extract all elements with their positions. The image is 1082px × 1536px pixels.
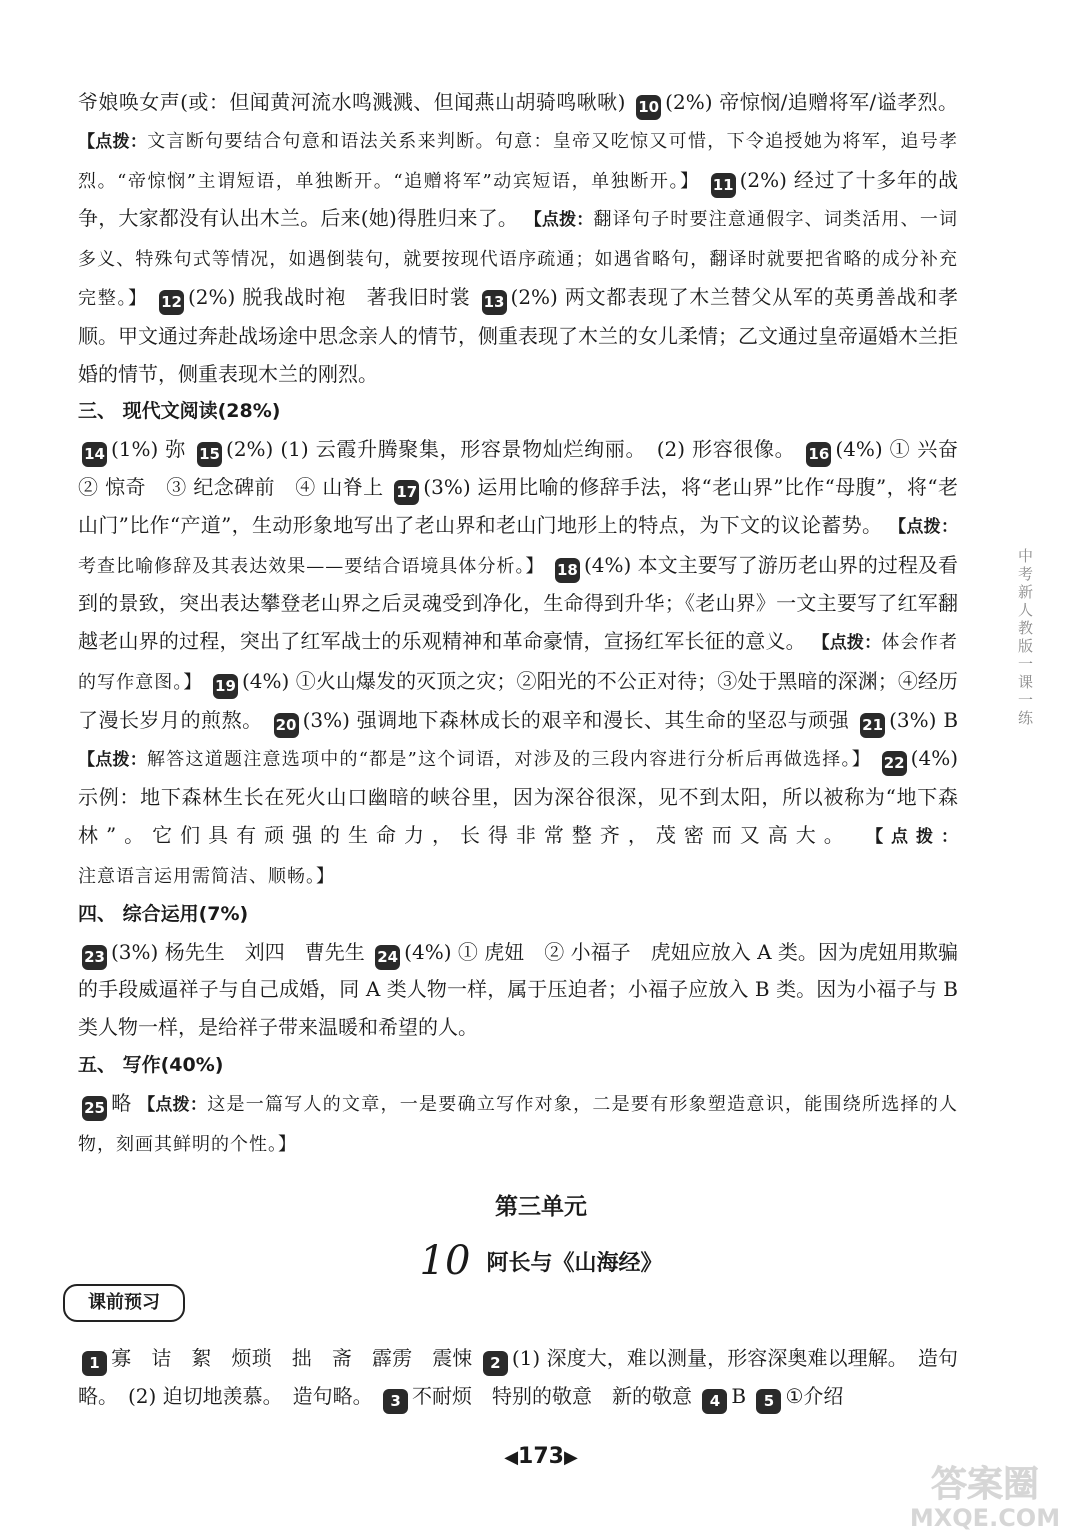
question-number-badge: 23: [82, 945, 107, 970]
hint-text: 注意语言运用需简洁、顺畅。】: [78, 865, 335, 887]
hint-label: 【点拨：: [524, 210, 594, 231]
answer-text: 爷娘唤女声(或：但闻黄河流水鸣溅溅、但闻燕山胡骑鸣啾啾): [78, 90, 626, 114]
hint-text: 文言断句要结合句意和语法关系来判断。句意：皇帝又吃惊又可惜，下令追授她为将军，追号孝烈。“帝惊悯”主谓短语，单独断开。“追赠将军”动宾短语，单独断开。】: [78, 130, 959, 192]
question-number-badge: 19: [213, 674, 238, 699]
answer-paragraph-modern: [78, 431, 978, 896]
section-heading-writing: 五、 写作(40%): [78, 1053, 224, 1076]
hint-label: 【点拨：: [866, 827, 959, 848]
hint-label: 【点拨：: [812, 633, 882, 654]
hint-text: 翻译句子时要注意通假字、词类活用、一词多义、特殊句式等情况，如遇倒装句，就要按现代语序疏通；如遇省略句，翻译时就要把省略的成分补充完整。】: [78, 209, 959, 309]
question-number-badge: 5: [756, 1389, 781, 1414]
question-number-badge: 13: [482, 290, 507, 315]
answer-text: (4%) ① 兴奋 ② 惊奇 ③ 纪念碑前 ④ 山脊上: [78, 437, 978, 499]
hint-text: 解答这道题注意选项中的“都是”这个词语，对涉及的三段内容进行分析后再做选择。】: [147, 748, 872, 770]
answer-text: (4%) ① 虎妞 ② 小福子 虎妞应放入 A 类。因为虎妞用欺骗的手段威逼祥子与自己成婚，同 A 类人物一样，属于压迫者；小福子应放入 B 类。因为小福子与 B 类人物一样，是给祥子带来温暖和希望的人。: [78, 939, 958, 1040]
question-number-badge: 20: [274, 713, 299, 738]
page-number-value: 173: [518, 1444, 564, 1469]
answer-paragraph-comprehensive: [78, 934, 958, 1047]
answer-text: (4%) 示例：地下森林生长在死火山口幽暗的峡谷里，因为深谷很深，见不到太阳，所以被称为“地下森林”。它们具有顽强的生命力，长得非常整齐，茂密而又高大。: [78, 745, 959, 848]
answer-text: (3%) 杨先生 刘四 曹先生: [111, 939, 365, 964]
answer-body: [78, 84, 978, 1163]
preview-tag: 课前预习: [63, 1284, 185, 1322]
arrow-left-icon: ◀: [504, 1447, 519, 1468]
hint-note: [78, 1094, 958, 1155]
answer-text: (2%) 脱我战时袍 著我旧时裳: [188, 284, 471, 309]
question-number-badge: 16: [806, 442, 831, 467]
section-heading-comprehensive: 四、 综合运用(7%): [78, 902, 249, 925]
answer-text: (3%) B: [889, 707, 959, 732]
answer-text: (4%) 本文主要写了游历老山界的过程及看到的景致，突出表达攀登老山界之后灵魂受到净化，生命得到升华；《老山界》一文主要写了红军翻越老山界的过程，突出了红军战士的乐观精神和革命豪情，宣扬红军长征的意义。: [78, 552, 958, 654]
answer-text: B: [731, 1384, 747, 1408]
question-number-badge: 21: [860, 713, 885, 738]
watermark-bottom-text: MXQE.COM: [909, 1504, 1061, 1532]
answer-text: (2%) (1) 云霞升腾聚集，形容景物灿烂绚丽。 (2) 形容很像。: [226, 437, 796, 462]
preview-answers: [78, 1339, 958, 1415]
lesson-title: 阿长与《山海经》: [486, 1251, 663, 1276]
arrow-right-icon: ▶: [563, 1447, 578, 1468]
answer-text: (2%) 两文都表现了木兰替父从军的英勇善战和孝顺。甲文通过奔赴战场途中思念亲人的情节，侧重表现了木兰的女儿柔情；乙文通过皇帝逼婚木兰拒婚的情节，侧重表现木兰的刚烈。: [78, 284, 959, 386]
watermark-top-text: 答案圈: [930, 1464, 1040, 1505]
answer-paragraph-classical: [78, 84, 958, 393]
question-number-badge: 10: [636, 95, 661, 120]
hint-label: 【点拨：: [78, 131, 148, 152]
question-number-badge: 18: [555, 558, 580, 583]
answer-text: (2%) 经过了十多年的战争，大家都没有认出木兰。后来(她)得胜归来了。: [78, 167, 958, 231]
section-heading-modern-reading: 三、 现代文阅读(28%): [78, 400, 281, 423]
answer-text: (1) 深度大，难以测量，形容深奥难以理解。 造句略。 (2) 迫切地羡慕。 造句略。: [78, 1346, 959, 1408]
side-book-title: 中考新人教版一课一练: [1016, 548, 1034, 728]
answer-paragraph-writing: [78, 1085, 958, 1164]
question-number-badge: 22: [882, 751, 907, 776]
hint-label: 【点拨：: [138, 1094, 208, 1115]
question-number-badge: 12: [159, 290, 184, 315]
question-number-badge: 15: [197, 442, 222, 467]
hint-note: [78, 749, 871, 770]
hint-text: 体会作者的写作意图。】: [78, 632, 959, 693]
lesson-number: 10: [419, 1238, 471, 1284]
answer-text: 略: [111, 1090, 132, 1115]
question-number-badge: 2: [483, 1351, 508, 1376]
question-number-badge: 14: [82, 442, 107, 467]
question-number-badge: 25: [82, 1096, 107, 1121]
answer-text: (2%) 帝惊悯/追赠将军/谥孝烈。: [665, 90, 959, 114]
hint-label: 【点拨：: [78, 749, 147, 770]
answer-text: 不耐烦 特别的敬意 新的敬意: [412, 1384, 693, 1408]
watermark-logo: [895, 1458, 1075, 1532]
question-number-badge: 1: [82, 1351, 107, 1376]
answer-text: (1%) 弥: [111, 437, 186, 462]
hint-text: 这是一篇写人的文章，一是要确立写作对象，二是要有形象塑造意识，能围绕所选择的人物，刻画其鲜明的个性。】: [78, 1093, 959, 1155]
question-number-badge: 3: [383, 1389, 408, 1414]
answer-text: (3%) 强调地下森林成长的艰辛和漫长、其生命的坚忍与顽强: [302, 707, 850, 732]
answer-text: (3%) 运用比喻的修辞手法，将“老山界”比作“母腹”，将“老山门”比作“产道”，生动形象地写出了老山界和老山门地形上的特点，为下文的议论蓄势。: [78, 474, 958, 537]
unit-title: 第三单元: [495, 1194, 587, 1220]
answer-text: (4%) ①火山爆发的灭顶之灾；②阳光的不公正对待；③处于黑暗的深渊；④经历了漫长岁月的煎熬。: [78, 668, 959, 732]
question-number-badge: 11: [711, 173, 736, 198]
answer-text: ①介绍: [785, 1384, 844, 1408]
question-number-badge: 4: [702, 1389, 727, 1414]
answer-text: 寡 诘 絮 烦琐 拙 斋 霹雳 震悚: [111, 1346, 473, 1370]
question-number-badge: 17: [394, 480, 419, 505]
lesson-heading: [0, 1238, 1082, 1284]
hint-label: 【点拨：: [889, 516, 959, 537]
question-number-badge: 24: [375, 945, 400, 970]
hint-text: 考查比喻修辞及其表达效果——要结合语境具体分析。】: [78, 555, 545, 577]
